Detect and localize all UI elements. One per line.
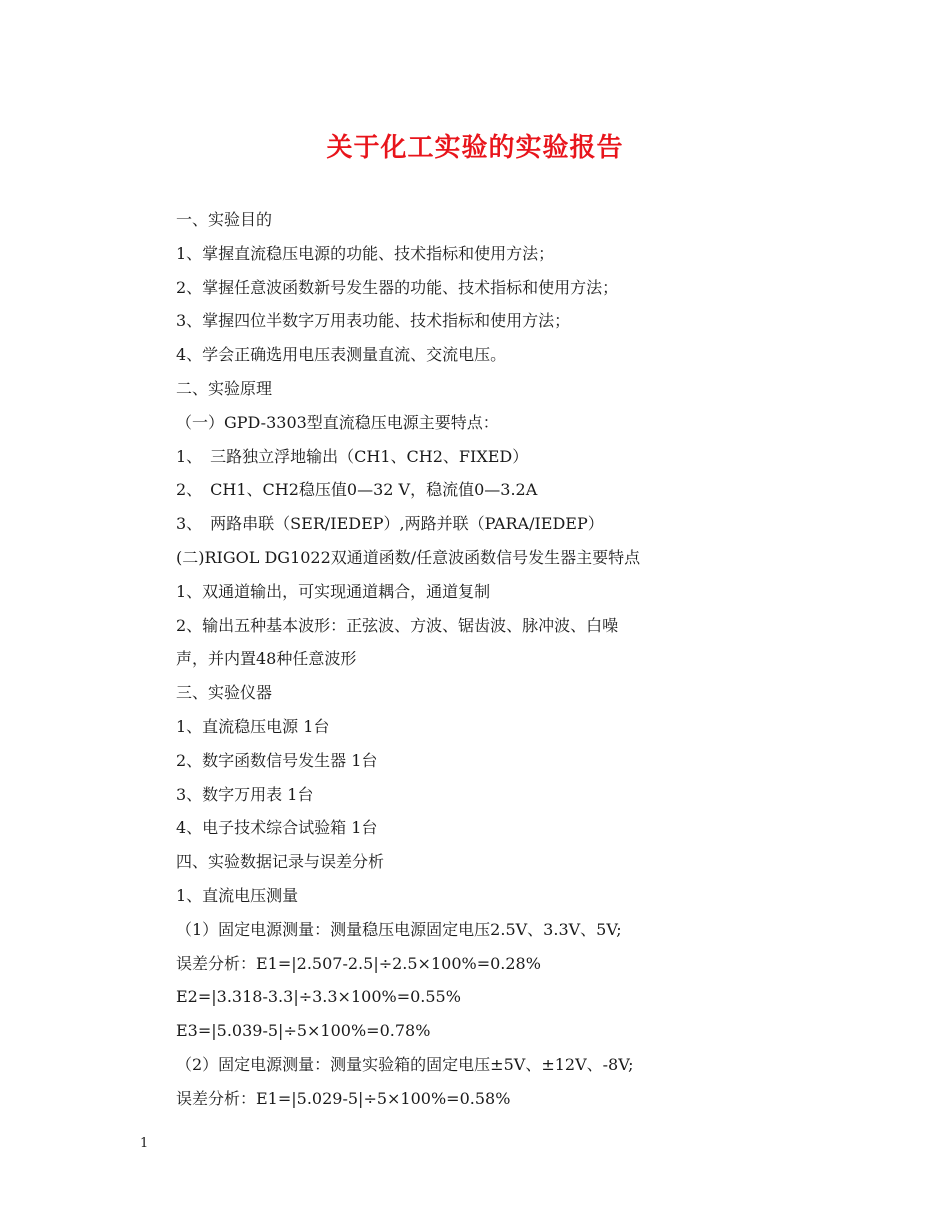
body-line: 3、数字万用表 1台 (176, 784, 314, 804)
body-line: 2、数字函数信号发生器 1台 (176, 750, 378, 770)
body-line: 1、双通道输出，可实现通道耦合，通道复制 (176, 581, 491, 601)
body-line: 3、 两路串联（SER/IEDEP）,两路并联（PARA/IEDEP） (176, 514, 604, 534)
body-line: 误差分析：E1=|2.507-2.5|÷2.5×100%=0.28% (176, 953, 541, 973)
body-line: （1）固定电源测量：测量稳压电源固定电压2.5V、3.3V、5V; (176, 919, 622, 939)
body-line: 4、学会正确选用电压表测量直流、交流电压。 (176, 345, 507, 365)
body-line: （2）固定电源测量：测量实验箱的固定电压±5V、±12V、-8V; (176, 1054, 634, 1074)
body-line: 误差分析：E1=|5.029-5|÷5×100%=0.58% (176, 1088, 511, 1108)
body-line: E3=|5.039-5|÷5×100%=0.78% (176, 1021, 431, 1041)
body-line: 2、 CH1、CH2稳压值0—32 V，稳流值0—3.2A (176, 480, 538, 500)
body-line: 1、直流电压测量 (176, 885, 299, 905)
body-line: 1、 三路独立浮地输出（CH1、CH2、FIXED） (176, 446, 529, 466)
body-line: 声，并内置48种任意波形 (176, 649, 357, 669)
body-line: 一、实验目的 (176, 210, 273, 229)
body-line: 2、输出五种基本波形：正弦波、方波、锯齿波、脉冲波、白噪 (176, 615, 619, 635)
document-title: 关于化工实验的实验报告 (326, 133, 624, 163)
body-line: 2、掌握任意波函数新号发生器的功能、技术指标和使用方法； (176, 277, 619, 297)
page-number: 1 (140, 1136, 149, 1151)
body-line: 三、实验仪器 (176, 683, 273, 703)
body-line: 四、实验数据记录与误差分析 (176, 852, 385, 872)
body-line: 1、直流稳压电源 1台 (176, 716, 330, 736)
body-line: （一）GPD-3303型直流稳压电源主要特点： (176, 412, 499, 432)
body-line: 二、实验原理 (176, 378, 273, 398)
body-line: 1、掌握直流稳压电源的功能、技术指标和使用方法； (176, 243, 555, 263)
body-line: 4、电子技术综合试验箱 1台 (176, 818, 378, 838)
body-line: 3、掌握四位半数字万用表功能、技术指标和使用方法； (176, 311, 571, 331)
document-body (176, 203, 736, 1116)
body-line: (二)RIGOL DG1022双通道函数/任意波函数信号发生器主要特点 (176, 547, 641, 567)
body-line: E2=|3.318-3.3|÷3.3×100%=0.55% (176, 987, 461, 1007)
